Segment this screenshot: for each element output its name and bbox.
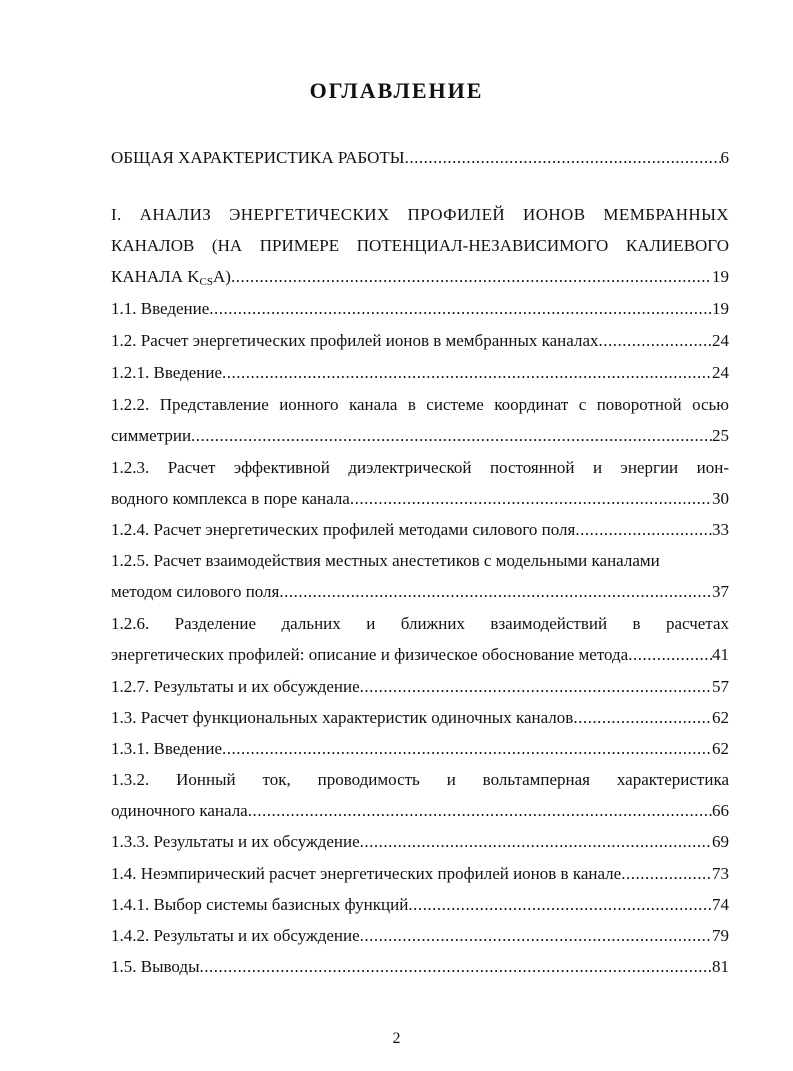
- toc-page-number: 30: [712, 489, 729, 508]
- toc-entry-1-4: [111, 860, 729, 888]
- toc-page-number: 24: [712, 363, 729, 382]
- toc-page-number: 19: [712, 267, 729, 286]
- toc-entry-text: симметрии: [111, 426, 192, 445]
- dot-leader: [628, 641, 712, 669]
- toc-page-number: 25: [712, 426, 729, 445]
- toc-entry-text: 1.3.3. Результаты и их обсуждение: [111, 832, 360, 851]
- dot-leader: [350, 485, 712, 513]
- toc-text-part: КАНАЛА K: [111, 267, 200, 286]
- toc-entry-1-2-6-line1: 1.2.6. Разделение дальних и ближних взаимодействий в расчетах: [111, 614, 729, 633]
- dot-leader: [405, 144, 721, 172]
- toc-page-number: 74: [712, 895, 729, 914]
- toc-entry-text: 1.2.1. Введение: [111, 363, 223, 382]
- toc-page-number: 73: [712, 864, 729, 883]
- dot-leader: [222, 359, 712, 387]
- dot-leader: [360, 828, 712, 856]
- toc-entry-text: 1.4.2. Результаты и их обсуждение: [111, 926, 360, 945]
- toc-page-number: 62: [712, 708, 729, 727]
- toc-page-number: 19: [712, 299, 729, 318]
- toc-page-number: 62: [712, 739, 729, 758]
- toc-entry-1-3: [111, 704, 729, 732]
- dot-leader: [408, 891, 712, 919]
- toc-entry-text: [111, 263, 231, 291]
- toc-entry-1-2-4: [111, 516, 729, 544]
- toc-entry-text: ОБЩАЯ ХАРАКТЕРИСТИКА РАБОТЫ: [111, 148, 405, 167]
- dot-leader: [575, 516, 712, 544]
- toc-page-number: 79: [712, 926, 729, 945]
- toc-entry-1-3-3: [111, 828, 729, 856]
- dot-leader: [231, 263, 712, 291]
- toc-entry-1-2-5-line1: 1.2.5. Расчет взаимодействия местных анестетиков с модельными каналами: [111, 551, 660, 570]
- toc-entry-ch1-line2: КАНАЛОВ (НА ПРИМЕРЕ ПОТЕНЦИАЛ-НЕЗАВИСИМОГО КАЛИЕВОГО: [111, 236, 729, 255]
- toc-entry-text: 1.4.1. Выбор системы базисных функций: [111, 895, 409, 914]
- dot-leader: [222, 735, 712, 763]
- dot-leader: [360, 922, 712, 950]
- toc-entry-1-2-1: [111, 359, 729, 387]
- toc-entry-general: [111, 144, 729, 172]
- toc-entry-ch1-line1: I. АНАЛИЗ ЭНЕРГЕТИЧЕСКИХ ПРОФИЛЕЙ ИОНОВ МЕМБРАННЫХ: [111, 205, 729, 224]
- toc-entry-1-2-3-line2: [111, 485, 729, 513]
- toc-entry-text: 1.2. Расчет энергетических профилей ионов в мембранных каналах: [111, 331, 599, 350]
- dot-leader: [191, 422, 712, 450]
- page-number: 2: [392, 1030, 401, 1047]
- toc-entry-1-2-2-line2: [111, 422, 729, 450]
- toc-entry-text: методом силового поля: [111, 582, 280, 601]
- dot-leader: [621, 860, 712, 888]
- toc-entry-text: 1.1. Введение: [111, 299, 210, 318]
- toc-entry-text: 1.3.1. Введение: [111, 739, 223, 758]
- toc-entry-text: 1.2.4. Расчет энергетических профилей методами силового поля: [111, 520, 576, 539]
- toc-entry-1-5: [111, 953, 729, 981]
- dot-leader: [209, 295, 712, 323]
- toc-entry-text: 1.3. Расчет функциональных характеристик одиночных каналов: [111, 708, 574, 727]
- toc-entry-ch1-line3: [111, 263, 729, 291]
- toc-entry-1-3-2-line2: [111, 797, 729, 825]
- toc-entry-1-2-7: [111, 673, 729, 701]
- toc-entry-1-3-2-line1: 1.3.2. Ионный ток, проводимость и вольтамперная характеристика: [111, 770, 729, 789]
- toc-page-number: 81: [712, 957, 729, 976]
- toc-page-number: 66: [712, 801, 729, 820]
- toc-entry-text: водного комплекса в поре канала: [111, 489, 350, 508]
- toc-entry-1-1: [111, 295, 729, 323]
- toc-entry-text: энергетических профилей: описание и физическое обоснование метода: [111, 645, 629, 664]
- toc-entry-1-2-6-line2: [111, 641, 729, 669]
- toc-entry-1-3-1: [111, 735, 729, 763]
- toc-page-number: 6: [720, 148, 729, 167]
- dot-leader: [248, 797, 712, 825]
- page-title: ОГЛАВЛЕНИЕ: [309, 78, 484, 103]
- toc-entry-1-2-5-line2: [111, 578, 729, 606]
- dot-leader: [599, 327, 713, 355]
- toc-text-part: A): [212, 267, 231, 286]
- toc-subscript: CS: [199, 276, 213, 288]
- dot-leader: [573, 704, 712, 732]
- toc-page-number: 57: [712, 677, 729, 696]
- toc-entry-1-4-1: [111, 891, 729, 919]
- toc-entry-text: одиночного канала: [111, 801, 248, 820]
- toc-page-number: 24: [712, 331, 729, 350]
- toc-entry-1-2-2-line1: 1.2.2. Представление ионного канала в системе координат с поворотной осью: [111, 395, 729, 414]
- toc-entry-text: 1.2.7. Результаты и их обсуждение: [111, 677, 360, 696]
- toc-entry-text: 1.4. Неэмпирический расчет энергетических профилей ионов в канале: [111, 864, 622, 883]
- toc-entry-1-4-2: [111, 922, 729, 950]
- toc-page-number: 37: [712, 582, 729, 601]
- toc-page-number: 33: [712, 520, 729, 539]
- toc-page-number: 41: [712, 645, 729, 664]
- toc-page-number: 69: [712, 832, 729, 851]
- dot-leader: [360, 673, 712, 701]
- dot-leader: [279, 578, 712, 606]
- toc-entry-1-2: [111, 327, 729, 355]
- dot-leader: [200, 953, 712, 981]
- toc-entry-1-2-3-line1: 1.2.3. Расчет эффективной диэлектрической постоянной и энергии ион-: [111, 458, 729, 477]
- toc-entry-text: 1.5. Выводы: [111, 957, 200, 976]
